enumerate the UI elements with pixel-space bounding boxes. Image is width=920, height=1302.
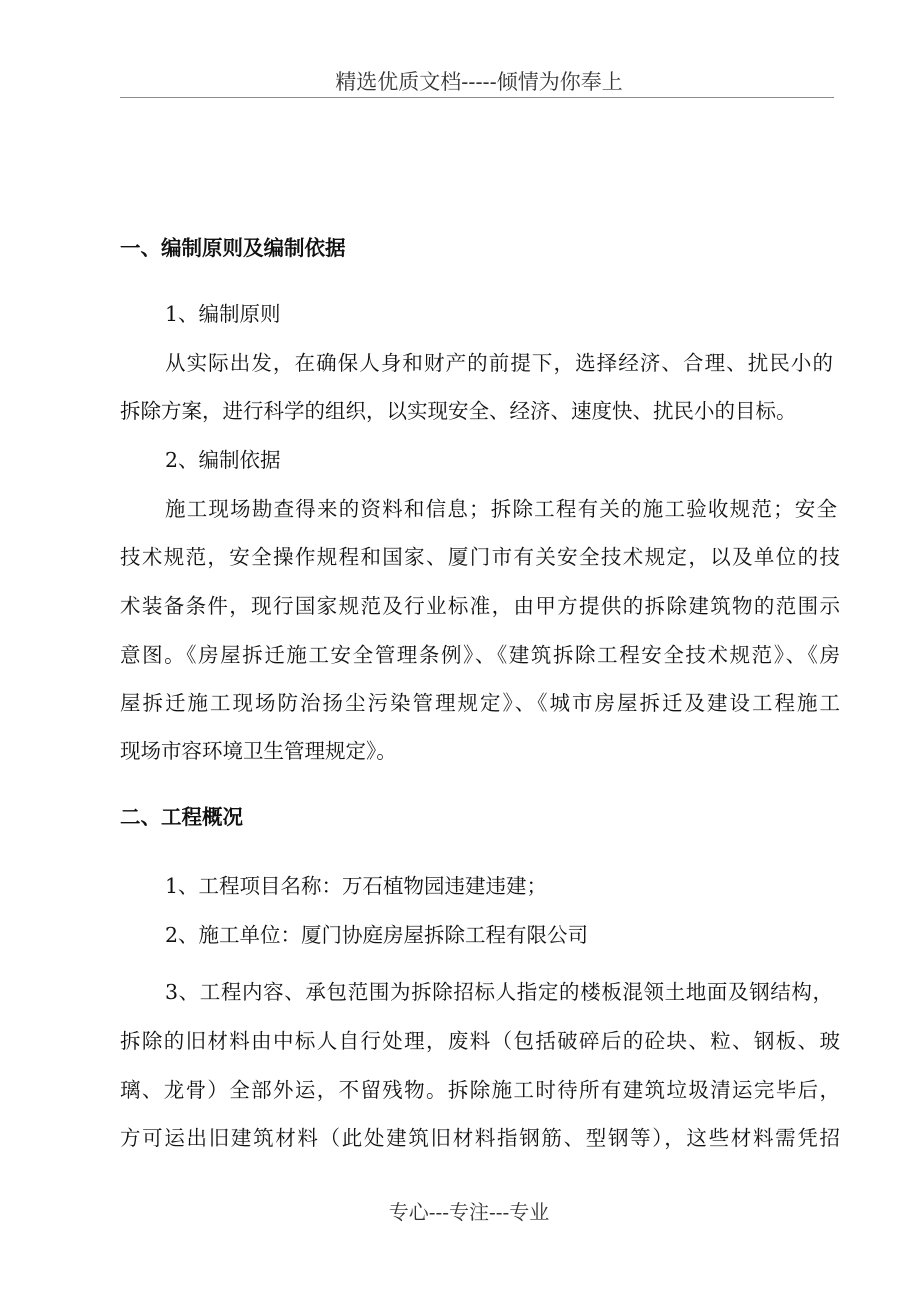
paragraph-line: 现场市容环境卫生管理规定》。 (120, 739, 397, 763)
section-heading-1: 一、编制原则及编制依据 (120, 236, 346, 260)
paragraph-line: 拆除方案，进行科学的组织，以实现安全、经济、速度快、扰民小的目标。 (120, 399, 797, 423)
subsection-title-2: 2、编制依据 (165, 448, 281, 472)
paragraph-line: 施工现场勘查得来的资料和信息；拆除工程有关的施工验收规范；安全 (165, 497, 837, 521)
subsection-title-1: 1、编制原则 (165, 302, 281, 326)
paragraph-line: 拆除的旧材料由中标人自行处理，废料（包括破碎后的砼块、粒、钢板、玻 (120, 1029, 840, 1053)
paragraph-line: 3、工程内容、承包范围为拆除招标人指定的楼板混领土地面及钢结构， (165, 980, 833, 1004)
paragraph-line: 从实际出发，在确保人身和财产的前提下，选择经济、合理、扰民小的 (165, 351, 833, 375)
paragraph-line: 璃、龙骨）全部外运，不留残物。拆除施工时待所有建筑垃圾清运完毕后， (120, 1078, 840, 1102)
header-divider (120, 97, 834, 98)
contractor-item: 2、施工单位：厦门协庭房屋拆除工程有限公司 (165, 923, 589, 947)
paragraph-line: 意图。《房屋拆迁施工安全管理条例》、《建筑拆除工程安全技术规范》、《房 (120, 643, 840, 667)
paragraph-line: 屋拆迁施工现场防治扬尘污染管理规定》、《城市房屋拆迁及建设工程施工 (120, 691, 840, 715)
page-footer: 专心---专注---专业 (388, 1200, 550, 1224)
project-name-item: 1、工程项目名称：万石植物园违建违建； (165, 874, 548, 898)
paragraph-line: 技术规范，安全操作规程和国家、厦门市有关安全技术规定，以及单位的技 (120, 545, 840, 569)
paragraph-line: 术装备条件，现行国家规范及行业标准，由甲方提供的拆除建筑物的范围示 (120, 594, 840, 618)
section-heading-2: 二、工程概况 (120, 805, 243, 829)
paragraph-line: 方可运出旧建筑材料（此处建筑旧材料指钢筋、型钢等），这些材料需凭招 (120, 1126, 840, 1150)
page-header: 精选优质文档-----倾情为你奉上 (335, 70, 623, 94)
